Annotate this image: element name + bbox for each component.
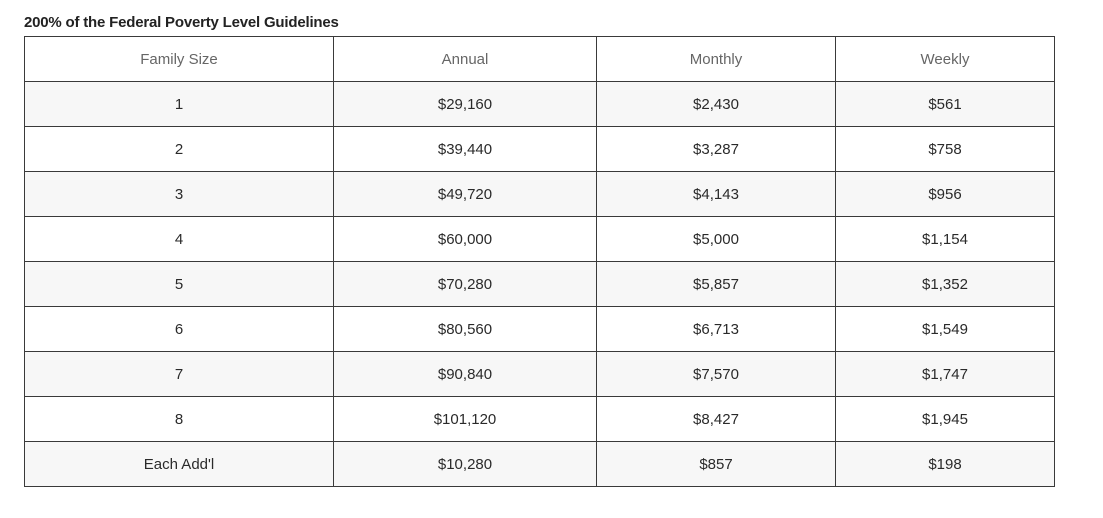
- table-title: 200% of the Federal Poverty Level Guidelines: [24, 14, 339, 31]
- cell-family-size: 2: [25, 127, 334, 172]
- cell-monthly: $6,713: [597, 307, 836, 352]
- cell-weekly: $1,549: [836, 307, 1055, 352]
- header-weekly: Weekly: [836, 37, 1055, 82]
- cell-monthly: $857: [597, 442, 836, 487]
- table-row: [25, 217, 1055, 262]
- cell-annual: $90,840: [334, 352, 597, 397]
- cell-monthly: $2,430: [597, 82, 836, 127]
- cell-weekly: $198: [836, 442, 1055, 487]
- cell-monthly: $4,143: [597, 172, 836, 217]
- header-annual: Annual: [334, 37, 597, 82]
- cell-annual: $10,280: [334, 442, 597, 487]
- cell-monthly: $8,427: [597, 397, 836, 442]
- table-row: [25, 127, 1055, 172]
- table-header-row: [25, 37, 1055, 82]
- cell-annual: $70,280: [334, 262, 597, 307]
- cell-weekly: $1,747: [836, 352, 1055, 397]
- cell-weekly: $1,352: [836, 262, 1055, 307]
- cell-family-size: 8: [25, 397, 334, 442]
- cell-family-size: 7: [25, 352, 334, 397]
- table-row: [25, 82, 1055, 127]
- cell-family-size: 5: [25, 262, 334, 307]
- cell-annual: $101,120: [334, 397, 597, 442]
- cell-family-size: 6: [25, 307, 334, 352]
- cell-annual: $60,000: [334, 217, 597, 262]
- table-row: [25, 262, 1055, 307]
- header-family-size: Family Size: [25, 37, 334, 82]
- cell-weekly: $1,945: [836, 397, 1055, 442]
- cell-annual: $80,560: [334, 307, 597, 352]
- cell-annual: $29,160: [334, 82, 597, 127]
- table-row: [25, 442, 1055, 487]
- cell-weekly: $758: [836, 127, 1055, 172]
- cell-monthly: $5,000: [597, 217, 836, 262]
- cell-monthly: $5,857: [597, 262, 836, 307]
- table-row: [25, 307, 1055, 352]
- table-row: [25, 172, 1055, 217]
- cell-weekly: $561: [836, 82, 1055, 127]
- table-row: [25, 352, 1055, 397]
- table-row: [25, 397, 1055, 442]
- cell-monthly: $3,287: [597, 127, 836, 172]
- cell-weekly: $1,154: [836, 217, 1055, 262]
- cell-annual: $49,720: [334, 172, 597, 217]
- cell-family-size: 3: [25, 172, 334, 217]
- cell-family-size: 4: [25, 217, 334, 262]
- cell-weekly: $956: [836, 172, 1055, 217]
- cell-family-size: Each Add'l: [25, 442, 334, 487]
- cell-family-size: 1: [25, 82, 334, 127]
- header-monthly: Monthly: [597, 37, 836, 82]
- cell-monthly: $7,570: [597, 352, 836, 397]
- cell-annual: $39,440: [334, 127, 597, 172]
- poverty-guidelines-table: [24, 36, 1055, 487]
